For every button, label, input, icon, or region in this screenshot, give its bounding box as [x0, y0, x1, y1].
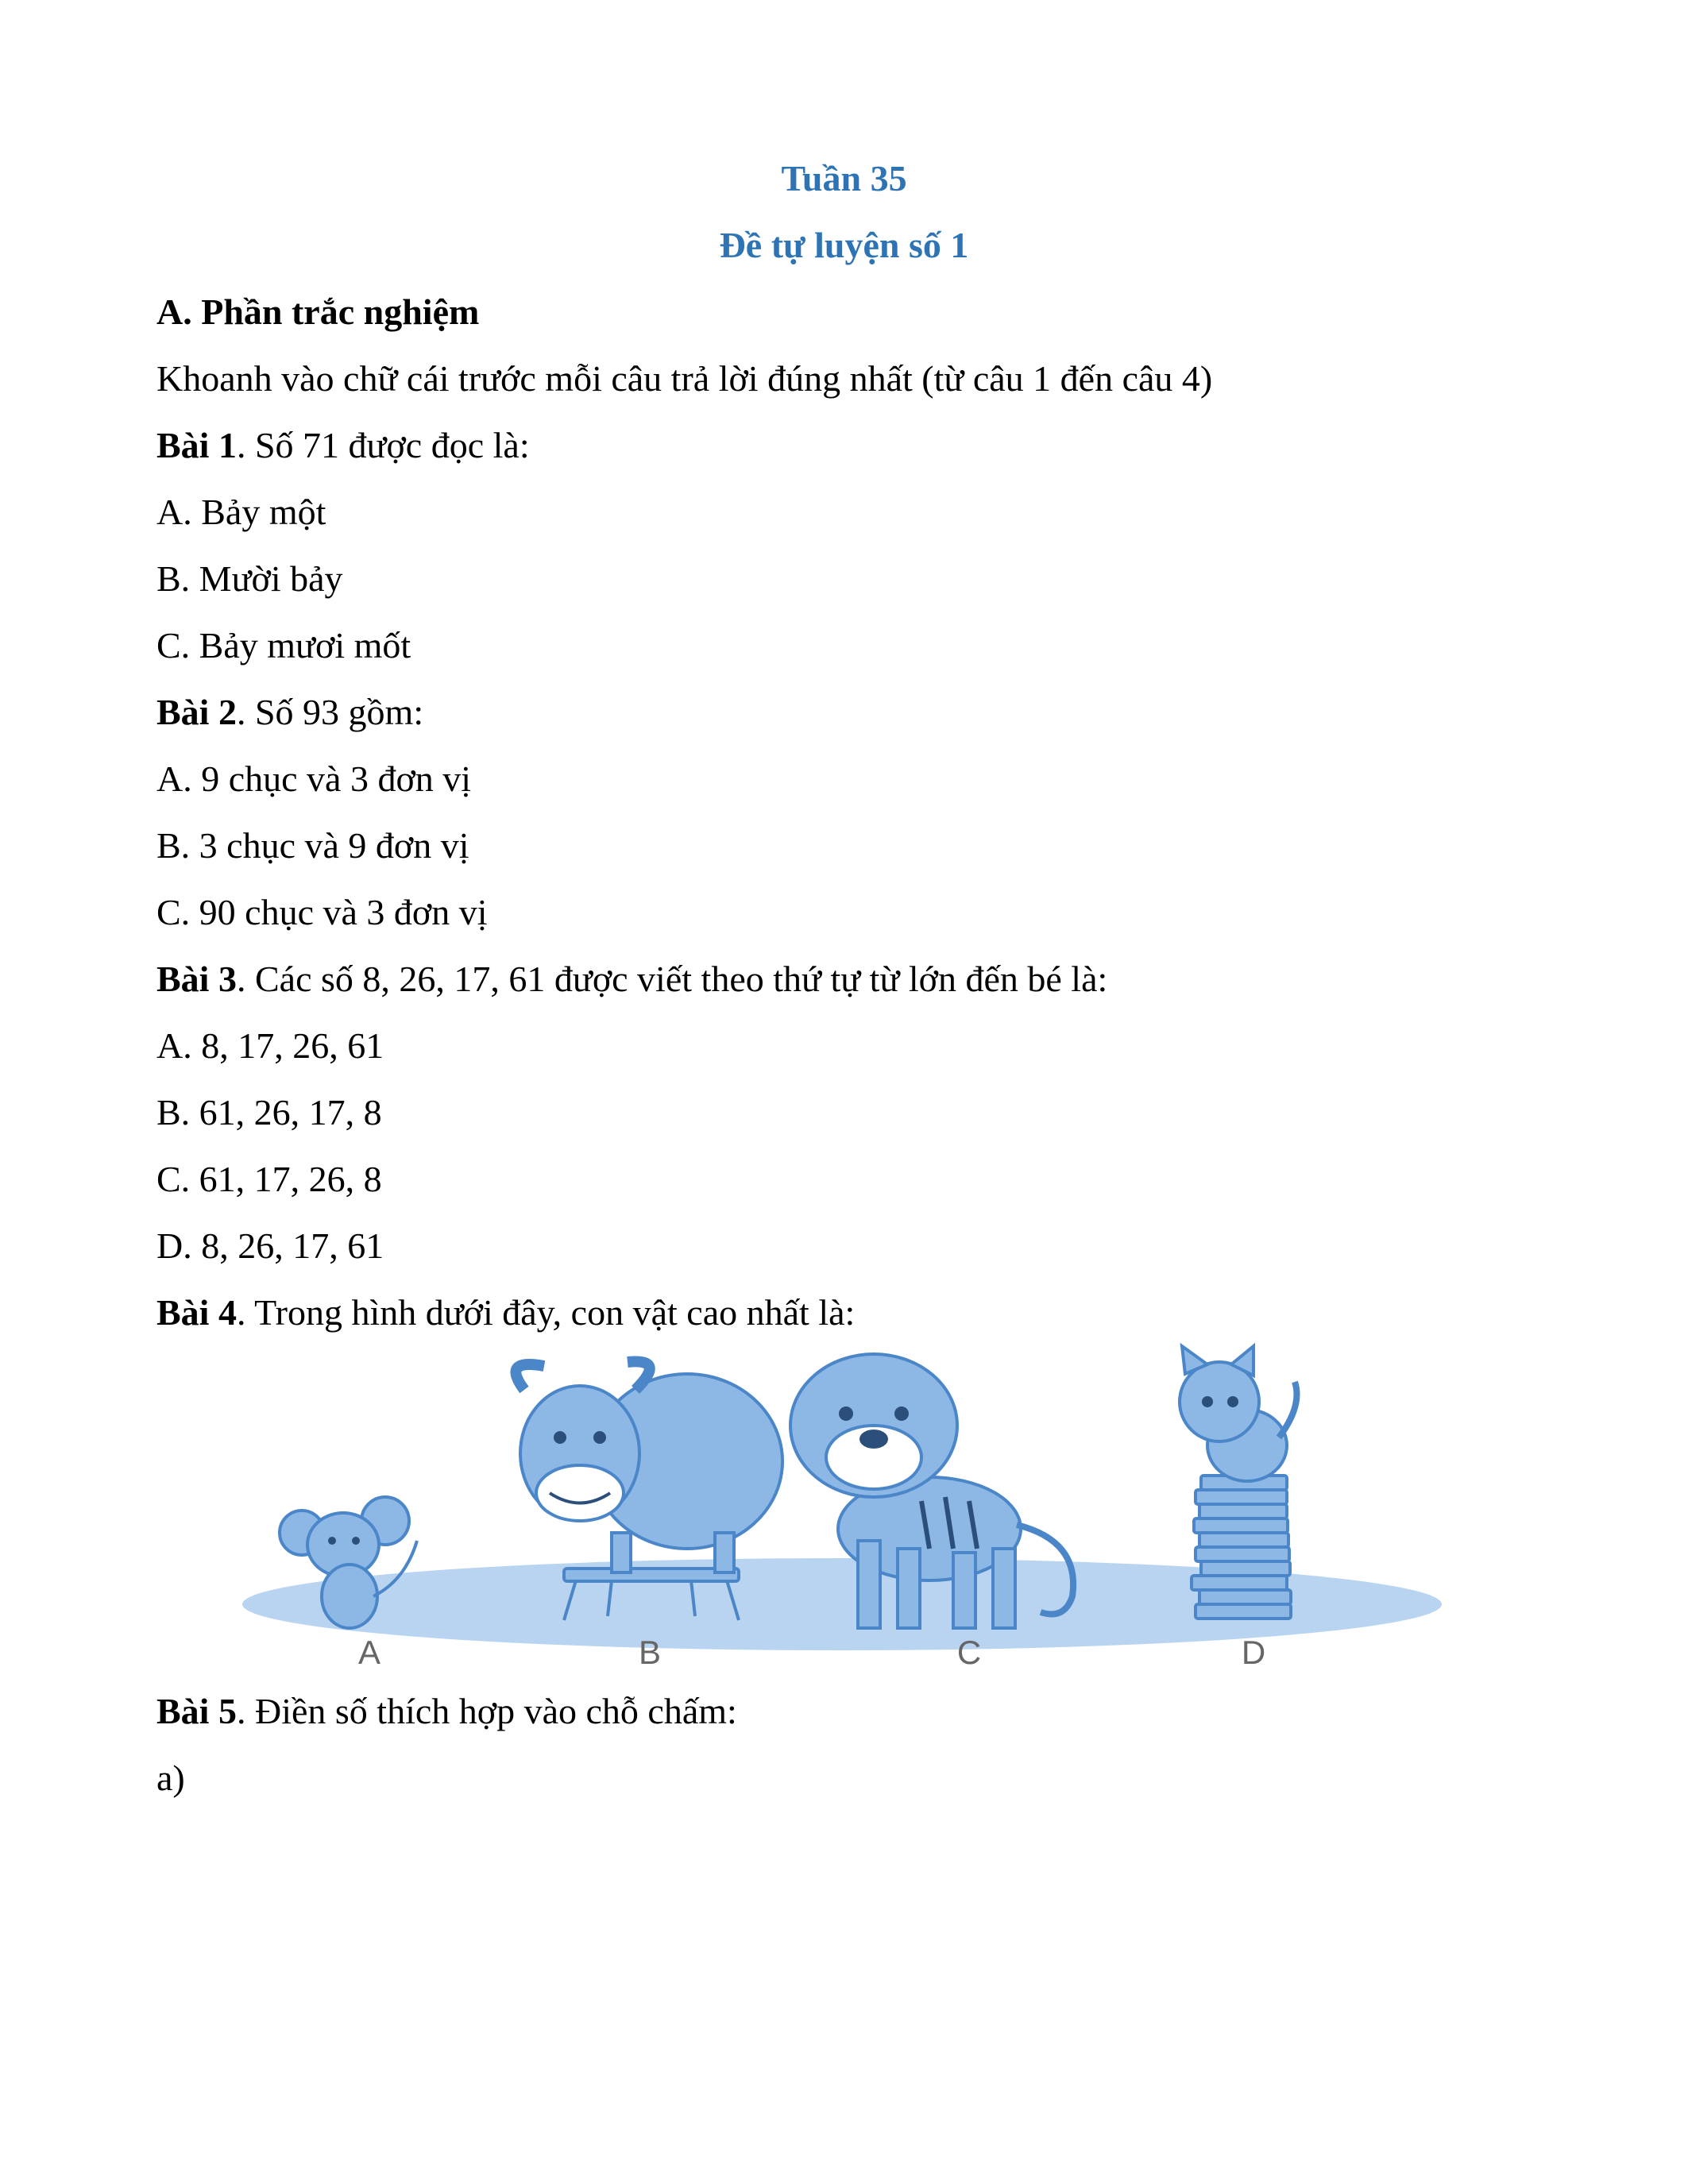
bai2-text: . Số 93 gồm: [236, 692, 424, 732]
figure-label-c: C [956, 1634, 982, 1671]
bai2-label: Bài 2 [156, 692, 237, 732]
bai5-part-a: a) [156, 1758, 185, 1798]
bai1-label: Bài 1 [156, 425, 237, 465]
animals-illustration [238, 1342, 1446, 1676]
cat-on-books-figure [1180, 1346, 1297, 1619]
bai2-question [156, 690, 423, 735]
bai5-question [156, 1689, 737, 1734]
bai5-label: Bài 5 [156, 1691, 237, 1731]
animals-figure [238, 1342, 1446, 1676]
bai3-option-b: B. 61, 26, 17, 8 [156, 1092, 382, 1133]
bai4-label: Bài 4 [156, 1292, 237, 1333]
bai3-label: Bài 3 [156, 959, 237, 999]
bai1-option-c: C. Bảy mươi mốt [156, 625, 411, 666]
bai1-question [156, 423, 530, 468]
bai3-option-d: D. 8, 26, 17, 61 [156, 1225, 384, 1266]
figure-label-b: B [638, 1634, 662, 1671]
bai2-option-b: B. 3 chục và 9 đơn vị [156, 825, 469, 866]
bai3-option-c: C. 61, 17, 26, 8 [156, 1159, 382, 1199]
bai5-text: . Điền số thích hợp vào chỗ chấm: [236, 1691, 737, 1731]
bai1-text: . Số 71 được đọc là: [236, 425, 530, 465]
section-a-instruction: Khoanh vào chữ cái trước mỗi câu trả lời đúng nhất (từ câu 1 đến câu 4) [156, 358, 1213, 399]
exam-subtitle: Đề tự luyện số 1 [719, 225, 969, 265]
figure-label-d: D [1241, 1634, 1266, 1671]
bai3-text: . Các số 8, 26, 17, 61 được viết theo thứ tự từ lớn đến bé là: [236, 959, 1108, 999]
bai1-option-a: A. Bảy một [156, 492, 326, 532]
bai4-question [156, 1291, 855, 1335]
section-a-heading: A. Phần trắc nghiệm [156, 291, 480, 332]
week-title: Tuần 35 [781, 158, 907, 199]
figure-label-a: A [357, 1634, 381, 1671]
bai4-text: . Trong hình dưới đây, con vật cao nhất là: [236, 1292, 856, 1333]
bai3-option-a: A. 8, 17, 26, 61 [156, 1025, 384, 1066]
bai3-question [156, 957, 1107, 1001]
bai1-option-b: B. Mười bảy [156, 558, 343, 599]
bai2-option-c: C. 90 chục và 3 đơn vị [156, 892, 488, 932]
bai2-option-a: A. 9 chục và 3 đơn vị [156, 758, 472, 799]
